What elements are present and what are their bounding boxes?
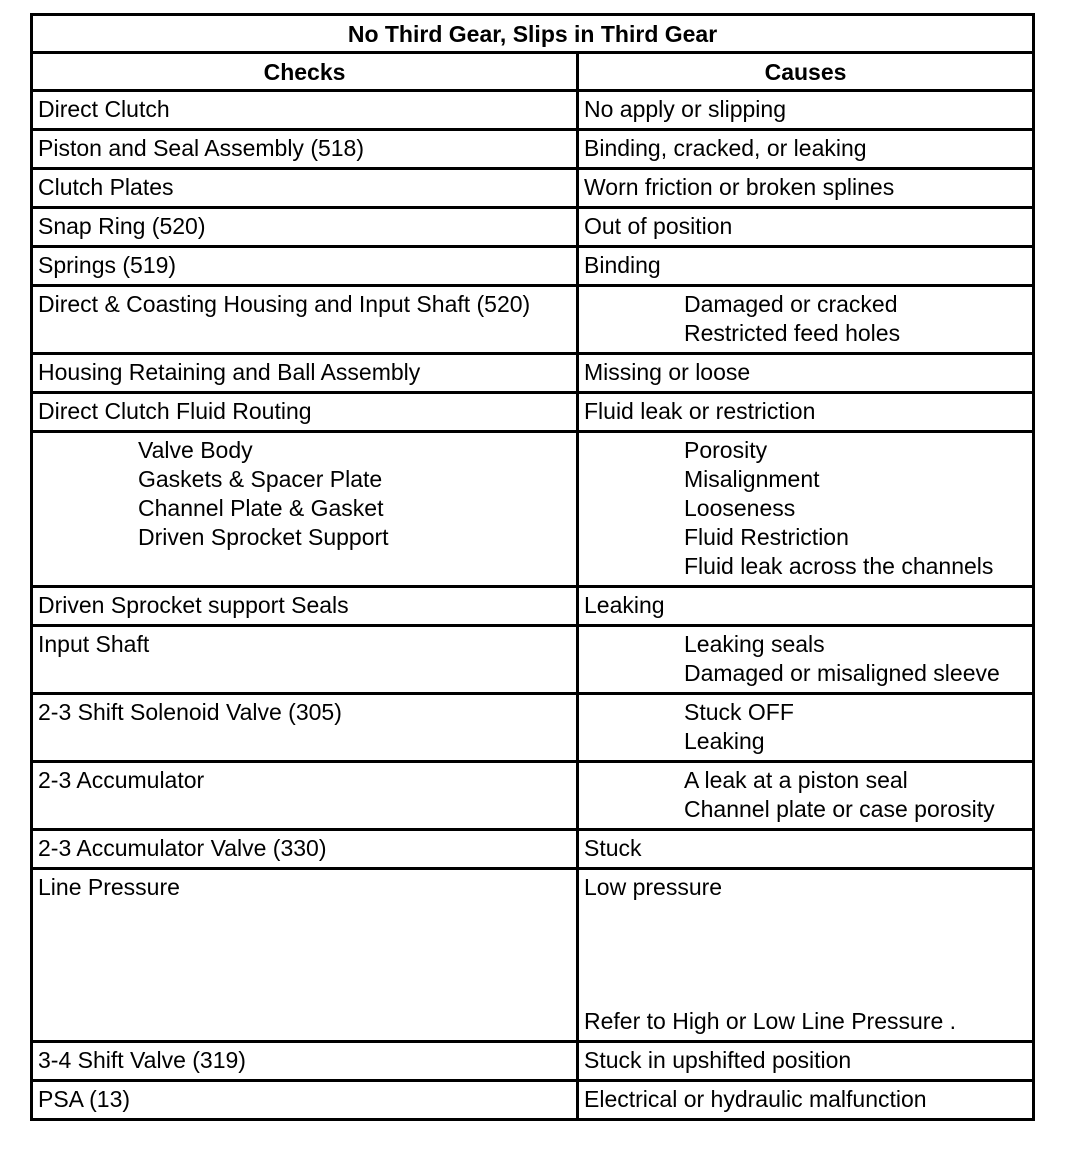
cause-cell — [578, 869, 1034, 1042]
cause-cell — [578, 208, 1034, 247]
table-row — [32, 393, 1034, 432]
checks-header: Checks — [32, 53, 578, 91]
cause-cell — [578, 169, 1034, 208]
cause-cell — [578, 130, 1034, 169]
check-text: Housing Retaining and Ball Assembly — [38, 359, 421, 385]
table-row — [32, 869, 1034, 1042]
check-cell — [32, 130, 578, 169]
cause-text: Leaking — [684, 728, 765, 754]
cause-text: Leaking seals — [684, 631, 825, 657]
cause-cell — [578, 91, 1034, 130]
check-text: Driven Sprocket support Seals — [38, 592, 349, 618]
table-row — [32, 354, 1034, 393]
cause-cell — [578, 587, 1034, 626]
table-row — [32, 208, 1034, 247]
check-text: PSA (13) — [38, 1086, 131, 1112]
cause-text: Binding — [584, 252, 661, 278]
cause-text: Fluid leak or restriction — [584, 398, 816, 424]
cause-cell — [578, 354, 1034, 393]
check-text: Gaskets & Spacer Plate — [138, 466, 383, 492]
cause-cell — [578, 1081, 1034, 1120]
cause-cell — [578, 247, 1034, 286]
cause-text: Damaged or misaligned sleeve — [684, 660, 1000, 686]
cause-text: Misalignment — [684, 466, 820, 492]
spacer — [584, 902, 1027, 1007]
cause-text: Stuck — [584, 835, 642, 861]
title-row — [32, 15, 1034, 53]
cause-text: Channel plate or case porosity — [684, 796, 995, 822]
cause-cell — [578, 694, 1034, 762]
table-row — [32, 432, 1034, 587]
table-row — [32, 91, 1034, 130]
check-text: 3-4 Shift Valve (319) — [38, 1047, 246, 1073]
check-text: Valve Body — [138, 437, 253, 463]
cause-text: Fluid Restriction — [684, 524, 849, 550]
check-cell — [32, 762, 578, 830]
cause-text: Missing or loose — [584, 359, 751, 385]
check-text: Clutch Plates — [38, 174, 174, 200]
check-cell — [32, 247, 578, 286]
diagnostic-table — [30, 13, 1035, 1121]
cause-text: Stuck in upshifted position — [584, 1047, 852, 1073]
table-row — [32, 1081, 1034, 1120]
check-cell — [32, 208, 578, 247]
cause-cell — [578, 432, 1034, 587]
check-text: 2-3 Shift Solenoid Valve (305) — [38, 699, 342, 725]
cause-text: Electrical or hydraulic malfunction — [584, 1086, 927, 1112]
cause-cell — [578, 830, 1034, 869]
check-cell — [32, 169, 578, 208]
cause-text: Out of position — [584, 213, 733, 239]
table-row — [32, 762, 1034, 830]
check-cell — [32, 869, 578, 1042]
cause-cell — [578, 286, 1034, 354]
check-text: Direct Clutch — [38, 96, 170, 122]
cause-text: Stuck OFF — [684, 699, 794, 725]
table-title: No Third Gear, Slips in Third Gear — [32, 15, 1034, 53]
check-text: Direct Clutch Fluid Routing — [38, 398, 312, 424]
cause-text: A leak at a piston seal — [684, 767, 908, 793]
cause-cell — [578, 1042, 1034, 1081]
check-text: Line Pressure — [38, 874, 180, 900]
check-text: Channel Plate & Gasket — [138, 495, 384, 521]
table-row — [32, 169, 1034, 208]
check-cell — [32, 587, 578, 626]
cause-text: Worn friction or broken splines — [584, 174, 895, 200]
cause-text: Leaking — [584, 592, 665, 618]
cause-text: Porosity — [684, 437, 768, 463]
cause-text: Restricted feed holes — [684, 320, 901, 346]
check-cell — [32, 286, 578, 354]
cause-cell — [578, 762, 1034, 830]
header-row — [32, 53, 1034, 91]
check-cell — [32, 91, 578, 130]
cause-text: Binding, cracked, or leaking — [584, 135, 867, 161]
check-cell — [32, 830, 578, 869]
table-row — [32, 130, 1034, 169]
causes-header: Causes — [578, 53, 1034, 91]
check-text: Input Shaft — [38, 631, 150, 657]
check-cell — [32, 354, 578, 393]
check-cell — [32, 432, 578, 587]
cause-text: Damaged or cracked — [684, 291, 898, 317]
check-text: Springs (519) — [38, 252, 177, 278]
table-row — [32, 286, 1034, 354]
table-row — [32, 626, 1034, 694]
check-text: Driven Sprocket Support — [138, 524, 389, 550]
table-row — [32, 1042, 1034, 1081]
check-text: 2-3 Accumulator Valve (330) — [38, 835, 327, 861]
cause-text: Fluid leak across the channels — [684, 553, 994, 579]
check-text: Snap Ring (520) — [38, 213, 206, 239]
cause-text: Low pressure — [584, 874, 723, 900]
check-cell — [32, 626, 578, 694]
check-text: 2-3 Accumulator — [38, 767, 205, 793]
check-cell — [32, 393, 578, 432]
check-text: Piston and Seal Assembly (518) — [38, 135, 365, 161]
check-cell — [32, 1042, 578, 1081]
table-row — [32, 694, 1034, 762]
cause-text: Refer to High or Low Line Pressure . — [584, 1008, 957, 1034]
check-cell — [32, 1081, 578, 1120]
check-cell — [32, 694, 578, 762]
cause-cell — [578, 626, 1034, 694]
table-row — [32, 587, 1034, 626]
check-text: Direct & Coasting Housing and Input Shaft (520) — [38, 291, 531, 317]
cause-text: Looseness — [684, 495, 796, 521]
cause-text: No apply or slipping — [584, 96, 787, 122]
cause-cell — [578, 393, 1034, 432]
table-row — [32, 247, 1034, 286]
table-row — [32, 830, 1034, 869]
